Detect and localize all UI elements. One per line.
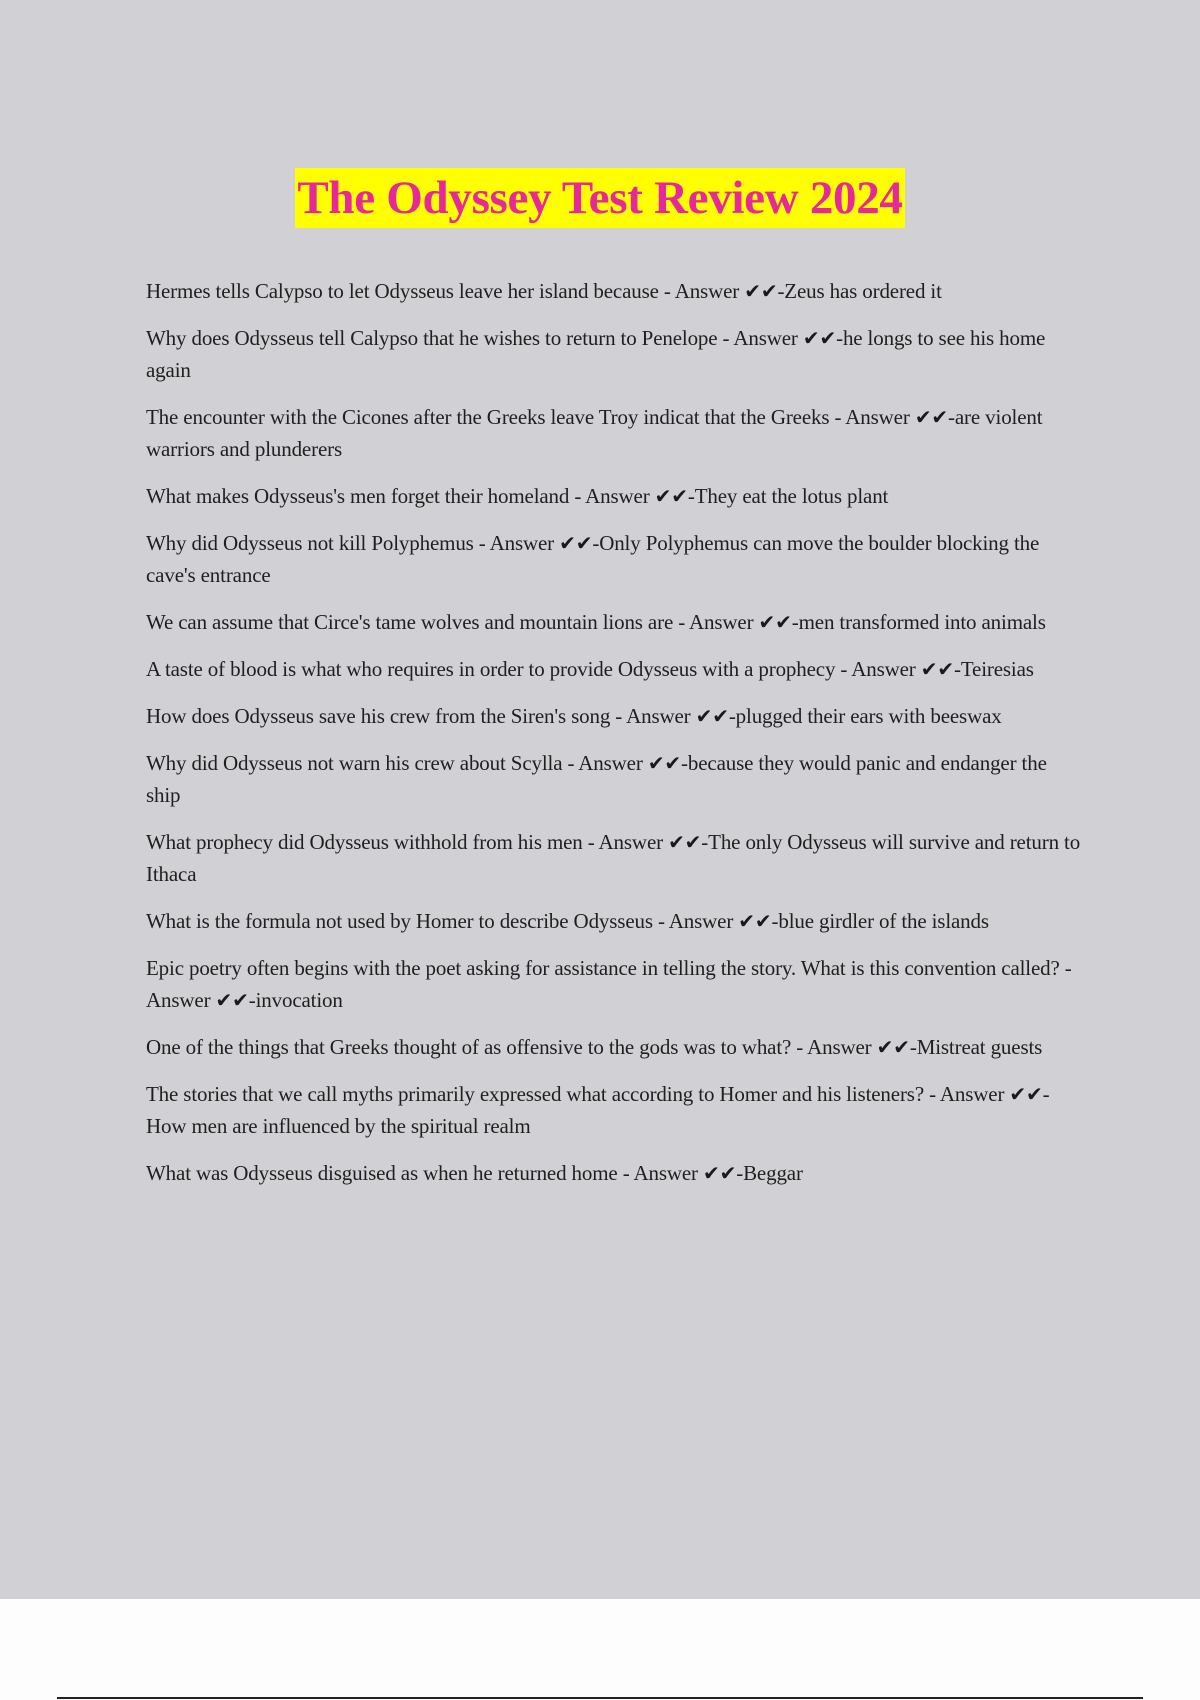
answer-label: Answer bbox=[585, 484, 650, 508]
answer-text: blue girdler of the islands bbox=[778, 909, 989, 933]
question-text: What prophecy did Odysseus withhold from his men bbox=[146, 830, 583, 854]
question-text: One of the things that Greeks thought of as offensive to the gods was to what? bbox=[146, 1035, 792, 1059]
answer-label: Answer bbox=[845, 405, 910, 429]
qa-item: Why did Odysseus not warn his crew about Scylla - Answer ✔✔-because they would panic and endanger the ship bbox=[146, 751, 1047, 807]
answer-label: Answer bbox=[489, 531, 555, 555]
qa-item: We can assume that Circe's tame wolves and mountain lions are - Answer ✔✔-men transformed into animals bbox=[146, 610, 1046, 634]
answer-text: Zeus has ordered it bbox=[784, 279, 942, 303]
double-check-icon: ✔✔ bbox=[668, 830, 702, 854]
answer-label: Answer bbox=[626, 704, 691, 728]
answer-text: are violent warriors and plunderers bbox=[146, 405, 1043, 461]
qa-item: The stories that we call myths primarily expressed what according to Homer and his listeners? - Answer ✔✔-How men are influenced by the spiritual realm bbox=[146, 1082, 1050, 1138]
question-text: What is the formula not used by Homer to describe Odysseus bbox=[146, 909, 653, 933]
question-text: Why did Odysseus not warn his crew about Scylla bbox=[146, 751, 563, 775]
qa-item: What is the formula not used by Homer to describe Odysseus - Answer ✔✔-blue girdler of the islands bbox=[146, 909, 989, 933]
answer-label: Answer bbox=[807, 1035, 872, 1059]
qa-item: What makes Odysseus's men forget their homeland - Answer ✔✔-They eat the lotus plant bbox=[146, 484, 889, 508]
qa-item: What prophecy did Odysseus withhold from his men - Answer ✔✔-The only Odysseus will survive and return to Ithaca bbox=[146, 830, 1081, 886]
question-text: Hermes tells Calypso to let Odysseus leave her island because bbox=[146, 279, 659, 303]
qa-item: A taste of blood is what who requires in order to provide Odysseus with a prophecy - Answer ✔✔-Teiresias bbox=[146, 657, 1034, 681]
answer-text: invocation bbox=[255, 988, 343, 1012]
answer-label: Answer bbox=[939, 1082, 1005, 1106]
double-check-icon: ✔✔ bbox=[744, 279, 778, 303]
double-check-icon: ✔✔ bbox=[703, 1161, 737, 1185]
page-bottom-margin bbox=[0, 1599, 1200, 1700]
answer-text: men transformed into animals bbox=[798, 610, 1046, 634]
answer-text: Beggar bbox=[743, 1161, 803, 1185]
qa-item: How does Odysseus save his crew from the Siren's song - Answer ✔✔-plugged their ears with beeswax bbox=[146, 704, 1002, 728]
qa-item: Epic poetry often begins with the poet asking for assistance in telling the story. What is this convention called? - Answer ✔✔-invocation bbox=[146, 956, 1072, 1012]
answer-text: Only Polyphemus can move the boulder blocking the cave's entrance bbox=[146, 531, 1040, 587]
question-text: A taste of blood is what who requires in order to provide Odysseus with a prophecy bbox=[146, 657, 836, 681]
answer-label: Answer bbox=[674, 279, 740, 303]
double-check-icon: ✔✔ bbox=[802, 326, 837, 350]
question-text: How does Odysseus save his crew from the Siren's song bbox=[146, 704, 611, 728]
answer-label: Answer bbox=[146, 988, 211, 1012]
double-check-icon: ✔✔ bbox=[758, 610, 792, 634]
answer-text: The only Odysseus will survive and return to Ithaca bbox=[146, 830, 1081, 886]
question-text: What makes Odysseus's men forget their homeland bbox=[146, 484, 570, 508]
answer-label: Answer bbox=[733, 326, 798, 350]
double-check-icon: ✔✔ bbox=[559, 531, 593, 555]
double-check-icon: ✔✔ bbox=[920, 657, 954, 681]
answer-text: How men are influenced by the spiritual realm bbox=[146, 1114, 531, 1138]
answer-label: Answer bbox=[598, 830, 663, 854]
double-check-icon: ✔✔ bbox=[1009, 1082, 1043, 1106]
question-text: The stories that we call myths primarily expressed what according to Homer and his listeners? bbox=[146, 1082, 924, 1106]
answer-label: Answer bbox=[851, 657, 916, 681]
question-text: Why does Odysseus tell Calypso that he wishes to return to Penelope bbox=[146, 326, 718, 350]
double-check-icon: ✔✔ bbox=[738, 909, 772, 933]
double-check-icon: ✔✔ bbox=[654, 484, 688, 508]
footer-divider bbox=[57, 1697, 1143, 1699]
question-answer-list bbox=[146, 275, 1086, 1204]
answer-text: Teiresias bbox=[960, 657, 1034, 681]
question-text: We can assume that Circe's tame wolves and mountain lions are bbox=[146, 610, 674, 634]
qa-item: Why did Odysseus not kill Polyphemus - Answer ✔✔-Only Polyphemus can move the boulder blocking the cave's entrance bbox=[146, 531, 1040, 587]
answer-text: plugged their ears with beeswax bbox=[735, 704, 1002, 728]
answer-text: Mistreat guests bbox=[916, 1035, 1043, 1059]
question-text: What was Odysseus disguised as when he returned home bbox=[146, 1161, 618, 1185]
qa-item: What was Odysseus disguised as when he returned home - Answer ✔✔-Beggar bbox=[146, 1161, 803, 1185]
qa-item: One of the things that Greeks thought of as offensive to the gods was to what? - Answer ✔✔-Mistreat guests bbox=[146, 1035, 1043, 1059]
double-check-icon: ✔✔ bbox=[876, 1035, 910, 1059]
double-check-icon: ✔✔ bbox=[914, 405, 949, 429]
answer-text: because they would panic and endanger the ship bbox=[146, 751, 1047, 807]
question-text: The encounter with the Cicones after the Greeks leave Troy indicat that the Greeks bbox=[146, 405, 830, 429]
qa-item: Why does Odysseus tell Calypso that he wishes to return to Penelope - Answer ✔✔-he longs to see his home again bbox=[146, 326, 1046, 382]
qa-item: The encounter with the Cicones after the Greeks leave Troy indicat that the Greeks - Answer ✔✔-are violent warriors and plunderers bbox=[146, 405, 1043, 461]
answer-label: Answer bbox=[668, 909, 734, 933]
question-text: Epic poetry often begins with the poet asking for assistance in telling the story. What is this convention called? bbox=[146, 956, 1060, 980]
answer-label: Answer bbox=[633, 1161, 698, 1185]
qa-item: Hermes tells Calypso to let Odysseus leave her island because - Answer ✔✔-Zeus has ordered it bbox=[146, 279, 942, 303]
document-title: The Odyssey Test Review 2024 bbox=[295, 168, 904, 228]
answer-label: Answer bbox=[689, 610, 754, 634]
title-container bbox=[0, 168, 1200, 228]
question-text: Why did Odysseus not kill Polyphemus bbox=[146, 531, 474, 555]
double-check-icon: ✔✔ bbox=[695, 704, 729, 728]
double-check-icon: ✔✔ bbox=[215, 988, 249, 1012]
answer-label: Answer bbox=[578, 751, 643, 775]
answer-text: They eat the lotus plant bbox=[694, 484, 889, 508]
answer-text: he longs to see his home again bbox=[146, 326, 1046, 382]
double-check-icon: ✔✔ bbox=[647, 751, 682, 775]
